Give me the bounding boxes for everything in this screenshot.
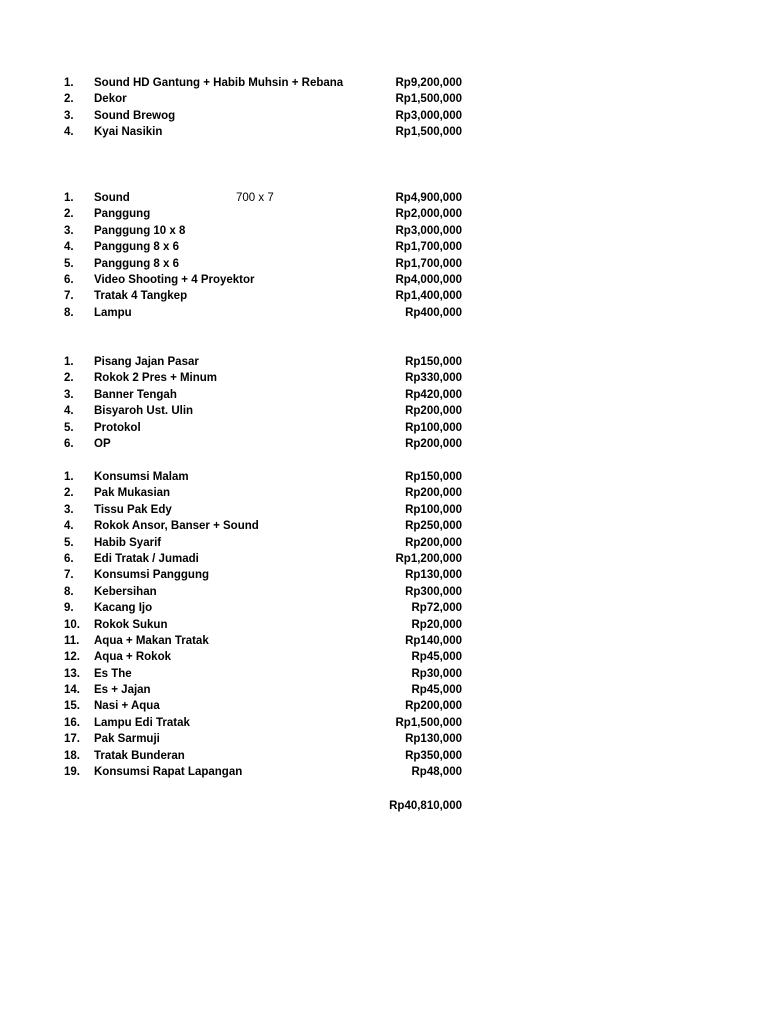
row-number: 6. (64, 273, 74, 286)
row-number: 6. (64, 552, 74, 565)
row-number: 2. (64, 487, 74, 500)
row-number: 15. (64, 700, 80, 713)
expense-row (0, 682, 768, 698)
item-amount: Rp150,000 (405, 356, 462, 368)
expense-row (0, 485, 768, 501)
expense-section-3 (0, 354, 768, 452)
item-amount: Rp200,000 (405, 405, 462, 418)
item-name: Kacang Ijo (94, 602, 153, 615)
item-name: OP (94, 437, 111, 450)
expense-row (0, 288, 768, 304)
row-number: 7. (64, 290, 74, 303)
row-number: 3. (64, 388, 74, 401)
item-amount: Rp1,700,000 (395, 241, 462, 254)
expense-row (0, 551, 768, 567)
expense-row (0, 190, 768, 206)
row-number: 10. (64, 618, 80, 631)
item-name: Video Shooting + 4 Proyektor (94, 273, 255, 286)
item-name: Dekor (94, 93, 127, 106)
expense-section-1 (0, 75, 768, 141)
expense-row (0, 420, 768, 436)
item-amount: Rp20,000 (411, 618, 462, 631)
item-name: Banner Tengah (94, 388, 177, 401)
item-amount: Rp3,000,000 (395, 109, 462, 122)
row-number: 8. (64, 306, 74, 319)
expense-row (0, 584, 768, 600)
row-number: 19. (64, 766, 80, 779)
item-amount: Rp330,000 (405, 372, 462, 385)
item-amount: Rp9,200,000 (395, 77, 462, 89)
row-number: 12. (64, 651, 80, 664)
expense-row (0, 354, 768, 370)
item-name: Kyai Nasikin (94, 126, 163, 139)
item-name: Konsumsi Rapat Lapangan (94, 766, 243, 779)
row-number: 4. (64, 126, 74, 139)
expense-row (0, 256, 768, 272)
item-name: Es The (94, 667, 132, 680)
item-amount: Rp200,000 (405, 536, 462, 549)
row-number: 4. (64, 405, 74, 418)
item-name: Panggung 8 x 6 (94, 257, 179, 270)
item-name: Kebersihan (94, 585, 157, 598)
expense-row (0, 698, 768, 714)
item-name: Sound (94, 192, 130, 204)
item-amount: Rp130,000 (405, 733, 462, 746)
row-number: 11. (64, 634, 80, 647)
expense-row (0, 469, 768, 485)
expense-row (0, 535, 768, 551)
row-number: 3. (64, 109, 74, 122)
item-name: Rokok 2 Pres + Minum (94, 372, 218, 385)
item-name: Panggung (94, 208, 151, 221)
expense-row (0, 600, 768, 616)
expense-row (0, 731, 768, 747)
row-number: 6. (64, 437, 74, 450)
expense-row (0, 75, 768, 91)
expense-section-2 (0, 190, 768, 321)
expense-row (0, 567, 768, 583)
expense-row (0, 91, 768, 107)
expense-row (0, 764, 768, 780)
row-number: 9. (64, 602, 74, 615)
item-amount: Rp400,000 (405, 306, 462, 319)
item-amount: Rp1,200,000 (395, 552, 462, 565)
item-name: Rokok Ansor, Banser + Sound (94, 520, 259, 533)
row-number: 2. (64, 208, 74, 221)
item-amount: Rp140,000 (405, 634, 462, 647)
item-amount: Rp48,000 (411, 766, 462, 779)
row-number: 17. (64, 733, 80, 746)
item-amount: Rp3,000,000 (395, 224, 462, 237)
item-name: Nasi + Aqua (94, 700, 160, 713)
row-number: 7. (64, 569, 74, 582)
row-number: 2. (64, 372, 74, 385)
row-number: 5. (64, 257, 74, 270)
row-number: 4. (64, 241, 74, 254)
expense-row (0, 649, 768, 665)
row-number: 5. (64, 536, 74, 549)
item-name: Panggung 10 x 8 (94, 224, 186, 237)
item-amount: Rp30,000 (411, 667, 462, 680)
item-note: 700 x 7 (236, 192, 274, 204)
row-number: 8. (64, 585, 74, 598)
item-amount: Rp1,500,000 (395, 716, 462, 729)
item-amount: Rp1,500,000 (395, 93, 462, 106)
expense-row (0, 223, 768, 239)
row-number: 1. (64, 356, 74, 368)
row-number: 3. (64, 503, 74, 516)
item-amount: Rp300,000 (405, 585, 462, 598)
grand-total: Rp40,810,000 (389, 800, 462, 812)
row-number: 5. (64, 421, 74, 434)
expense-row (0, 124, 768, 140)
item-amount: Rp45,000 (411, 651, 462, 664)
item-name: Pisang Jajan Pasar (94, 356, 199, 368)
expense-row (0, 108, 768, 124)
row-number: 3. (64, 224, 74, 237)
item-amount: Rp1,500,000 (395, 126, 462, 139)
item-name: Sound HD Gantung + Habib Muhsin + Rebana (94, 77, 344, 89)
item-amount: Rp250,000 (405, 520, 462, 533)
row-number: 13. (64, 667, 80, 680)
expense-row (0, 633, 768, 649)
expense-row (0, 370, 768, 386)
item-amount: Rp1,700,000 (395, 257, 462, 270)
item-amount: Rp200,000 (405, 700, 462, 713)
item-amount: Rp1,400,000 (395, 290, 462, 303)
item-name: Tissu Pak Edy (94, 503, 172, 516)
item-amount: Rp350,000 (405, 749, 462, 762)
expense-section-4 (0, 469, 768, 780)
item-name: Aqua + Makan Tratak (94, 634, 209, 647)
expense-row (0, 617, 768, 633)
expense-row (0, 715, 768, 731)
row-number: 2. (64, 93, 74, 106)
item-name: Rokok Sukun (94, 618, 168, 631)
item-name: Tratak Bunderan (94, 749, 185, 762)
expense-row (0, 748, 768, 764)
item-name: Aqua + Rokok (94, 651, 172, 664)
item-amount: Rp100,000 (405, 503, 462, 516)
expense-row (0, 502, 768, 518)
item-amount: Rp4,900,000 (395, 192, 462, 204)
item-amount: Rp2,000,000 (395, 208, 462, 221)
item-name: Panggung 8 x 6 (94, 241, 179, 254)
row-number: 1. (64, 77, 74, 89)
expense-row (0, 518, 768, 534)
item-name: Pak Sarmuji (94, 733, 160, 746)
item-amount: Rp420,000 (405, 388, 462, 401)
item-name: Konsumsi Malam (94, 471, 189, 483)
item-amount: Rp4,000,000 (395, 273, 462, 286)
expense-row (0, 305, 768, 321)
row-number: 14. (64, 684, 80, 697)
item-name: Sound Brewog (94, 109, 176, 122)
item-amount: Rp130,000 (405, 569, 462, 582)
row-number: 18. (64, 749, 80, 762)
row-number: 1. (64, 471, 74, 483)
item-amount: Rp200,000 (405, 487, 462, 500)
item-name: Habib Syarif (94, 536, 162, 549)
expense-row (0, 666, 768, 682)
item-name: Protokol (94, 421, 141, 434)
row-number: 1. (64, 192, 74, 204)
item-name: Konsumsi Panggung (94, 569, 209, 582)
expense-row (0, 436, 768, 452)
item-amount: Rp150,000 (405, 471, 462, 483)
expense-row (0, 206, 768, 222)
item-name: Tratak 4 Tangkep (94, 290, 188, 303)
row-number: 16. (64, 716, 80, 729)
item-amount: Rp100,000 (405, 421, 462, 434)
expense-row (0, 387, 768, 403)
expense-row (0, 403, 768, 419)
item-amount: Rp45,000 (411, 684, 462, 697)
expense-row (0, 239, 768, 255)
item-name: Pak Mukasian (94, 487, 171, 500)
row-number: 4. (64, 520, 74, 533)
item-amount: Rp200,000 (405, 437, 462, 450)
item-name: Edi Tratak / Jumadi (94, 552, 199, 565)
item-name: Bisyaroh Ust. Ulin (94, 405, 194, 418)
item-name: Lampu Edi Tratak (94, 716, 190, 729)
item-amount: Rp72,000 (411, 602, 462, 615)
item-name: Lampu (94, 306, 132, 319)
expense-row (0, 272, 768, 288)
item-name: Es + Jajan (94, 684, 151, 697)
